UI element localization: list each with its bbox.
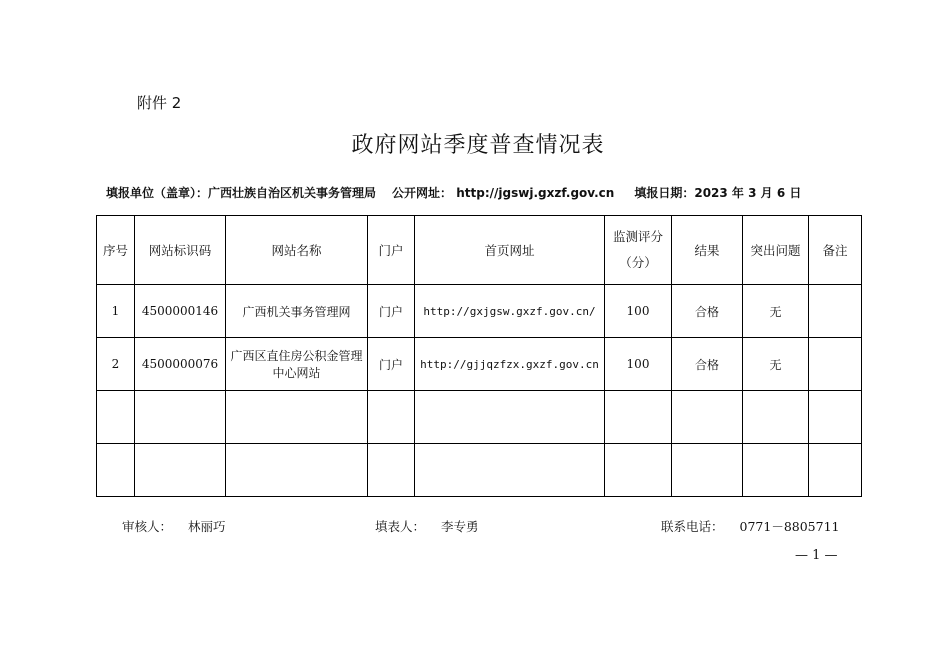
- empty-cell: [605, 391, 672, 444]
- table-row-empty: [97, 391, 862, 444]
- cell-name: 广西区直住房公积金管理中心网站: [226, 338, 368, 391]
- cell-portal: 门户: [368, 285, 415, 338]
- filler-label: 填表人：: [375, 519, 426, 534]
- page-title: 政府网站季度普查情况表: [351, 133, 605, 158]
- table-row: [97, 285, 862, 338]
- table-row-empty: [97, 444, 862, 497]
- cell-result: 合格: [672, 338, 743, 391]
- cell-code: 4500000146: [135, 285, 226, 338]
- empty-cell: [135, 444, 226, 497]
- cell-remarks: [809, 338, 862, 391]
- contact-phone: [661, 517, 840, 535]
- report-meta: [106, 184, 801, 201]
- cell-seq: 1: [97, 285, 135, 338]
- survey-table: [96, 215, 862, 497]
- cell-issues: 无: [743, 285, 809, 338]
- header-name: 网站名称: [226, 216, 368, 285]
- empty-cell: [97, 391, 135, 444]
- public-url: http://jgswj.gxzf.gov.cn: [456, 186, 615, 200]
- cell-score: 100: [605, 285, 672, 338]
- header-score: [605, 216, 672, 285]
- url-label: 公开网址：: [392, 186, 453, 200]
- cell-url: http://gjjqzfzx.gxzf.gov.cn: [415, 338, 605, 391]
- table-row: [97, 338, 862, 391]
- cell-name: 广西机关事务管理网: [226, 285, 368, 338]
- header-code: 网站标识码: [135, 216, 226, 285]
- header-portal: 门户: [368, 216, 415, 285]
- empty-cell: [415, 444, 605, 497]
- empty-cell: [809, 391, 862, 444]
- page-number: — 1 —: [795, 548, 838, 563]
- header-remarks: 备注: [809, 216, 862, 285]
- unit-value: 广西壮族自治区机关事务管理局: [208, 186, 377, 200]
- empty-cell: [97, 444, 135, 497]
- reviewer-name: 林丽巧: [188, 519, 226, 534]
- header-result: 结果: [672, 216, 743, 285]
- header-seq: 序号: [97, 216, 135, 285]
- cell-code: 4500000076: [135, 338, 226, 391]
- header-score-line2: （分）: [619, 255, 657, 270]
- empty-cell: [672, 391, 743, 444]
- cell-remarks: [809, 285, 862, 338]
- empty-cell: [226, 444, 368, 497]
- unit-label: 填报单位（盖章）：: [106, 186, 209, 200]
- empty-cell: [743, 444, 809, 497]
- cell-score: 100: [605, 338, 672, 391]
- attachment-label: 附件 2: [137, 94, 182, 112]
- empty-cell: [605, 444, 672, 497]
- cell-issues: 无: [743, 338, 809, 391]
- empty-cell: [135, 391, 226, 444]
- filler-name: 李专勇: [441, 519, 479, 534]
- filler: [375, 517, 479, 535]
- empty-cell: [226, 391, 368, 444]
- reviewer: [122, 517, 226, 535]
- cell-portal: 门户: [368, 338, 415, 391]
- date-label: 填报日期：: [634, 186, 695, 200]
- cell-result: 合格: [672, 285, 743, 338]
- empty-cell: [415, 391, 605, 444]
- empty-cell: [743, 391, 809, 444]
- phone-label: 联系电话：: [661, 519, 724, 534]
- table-header-row: [97, 216, 862, 285]
- empty-cell: [672, 444, 743, 497]
- reviewer-label: 审核人：: [122, 519, 173, 534]
- header-score-line1: 监测评分: [612, 229, 663, 244]
- empty-cell: [368, 444, 415, 497]
- cell-seq: 2: [97, 338, 135, 391]
- cell-url: http://gxjgsw.gxzf.gov.cn/: [415, 285, 605, 338]
- empty-cell: [368, 391, 415, 444]
- phone-number: 0771－8805711: [739, 519, 840, 534]
- empty-cell: [809, 444, 862, 497]
- report-date: 2023 年 3 月 6 日: [694, 186, 802, 200]
- header-url: 首页网址: [415, 216, 605, 285]
- header-issues: 突出问题: [743, 216, 809, 285]
